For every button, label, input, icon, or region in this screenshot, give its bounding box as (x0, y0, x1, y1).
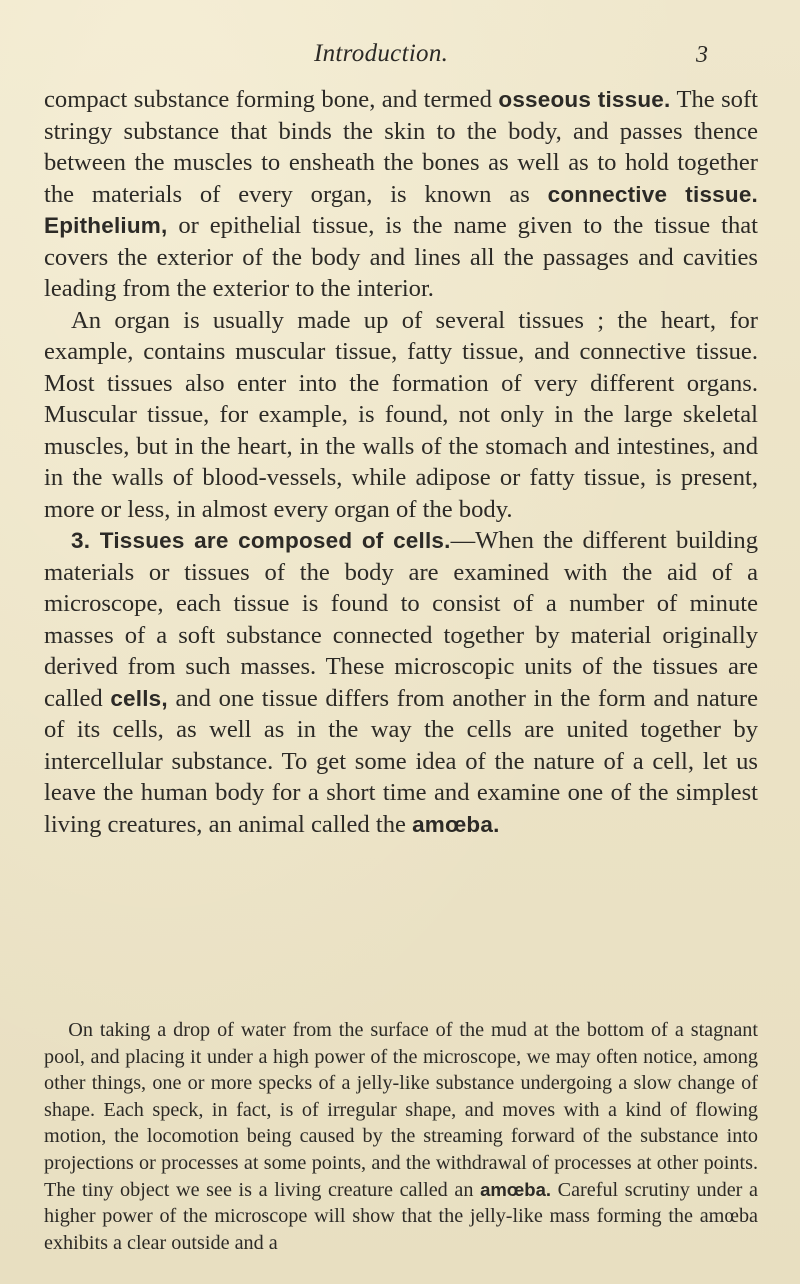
paragraph-tissues-continued (44, 84, 758, 305)
main-text (44, 84, 758, 840)
small-text-2: Careful scrutiny under a higher power of the microscope will show that the jelly-like mass forming the amœba exhibits a clear outside and a (44, 1178, 758, 1254)
paragraph-amoeba-observation (44, 1017, 758, 1256)
term-epithelium: Epithelium, (44, 213, 168, 238)
paragraph1-text-4: or epithelial tissue, is the name given to the tissue that covers the exterior of the body and lines all the passages and cavities leading from the exterior to the interior. (44, 212, 758, 302)
small-text-1: On taking a drop of water from the surface of the mud at the bottom of a stagnant pool, and placing it under a high power of the microscope, we may often notice, among other things, one or more specks of a jelly-like substance undergoing a slow change of shape. Each speck, in fact, is of irregular shape, and moves with a kind of flowing motion, the locomotion being caused by the streaming forward of the substance into projections or processes at some points, and the withdrawal of processes at other points. The tiny object we see is a living creature called an (44, 1019, 758, 1201)
paragraph3-text-1: —When the different building materials or tissues of the body are examined with the aid of a microscope, each tissue is found to consist of a number of minute masses of a soft substance connected together by material originally derived from such masses. These microscopic units of the tissues are called (44, 527, 758, 712)
term-osseous-tissue: osseous tissue. (498, 87, 671, 112)
small-term-amoeba: amœba. (480, 1178, 551, 1200)
page-number: 3 (696, 42, 708, 68)
paragraph-cells (44, 525, 758, 840)
term-amoeba: amœba. (412, 811, 500, 837)
paragraph1-text-1: compact substance forming bone, and termed (44, 86, 499, 113)
section-heading-cells: 3. Tissues are composed of cells. (71, 528, 451, 553)
running-title: Introduction. (314, 40, 449, 67)
paragraph1-text-2: The soft stringy substance that binds the skin to the body, and passes thence between the muscles to ensheath the bones as well as to hold together the materials of every organ, is known as (44, 86, 758, 208)
small-print-text (44, 1017, 758, 1256)
term-cells: cells, (110, 685, 168, 711)
running-head (0, 40, 800, 70)
term-connective-tissue: connective tissue. (547, 181, 758, 207)
paragraph3-text-2: and one tissue differs from another in the form and nature of its cells, as well as in the way the cells are united together by intercellular substance. To get some idea of the nature of a cell, let us leave the human body for a short time and examine one of the simplest living creatures, an animal called the (44, 684, 759, 838)
paragraph2-text: An organ is usually made up of several tissues ; the heart, for example, contains muscular tissue, fatty tissue, and connective tissue. Most tissues also enter into the formation of very different organs. Muscular tissue, for example, is found, not only in the large skeletal muscles, but in the heart, in the walls of the stomach and intestines, and in the walls of blood-vessels, while adipose or fatty tissue, is present, more or less, in almost every organ of the body. (44, 306, 758, 523)
paragraph-organs (44, 305, 758, 526)
